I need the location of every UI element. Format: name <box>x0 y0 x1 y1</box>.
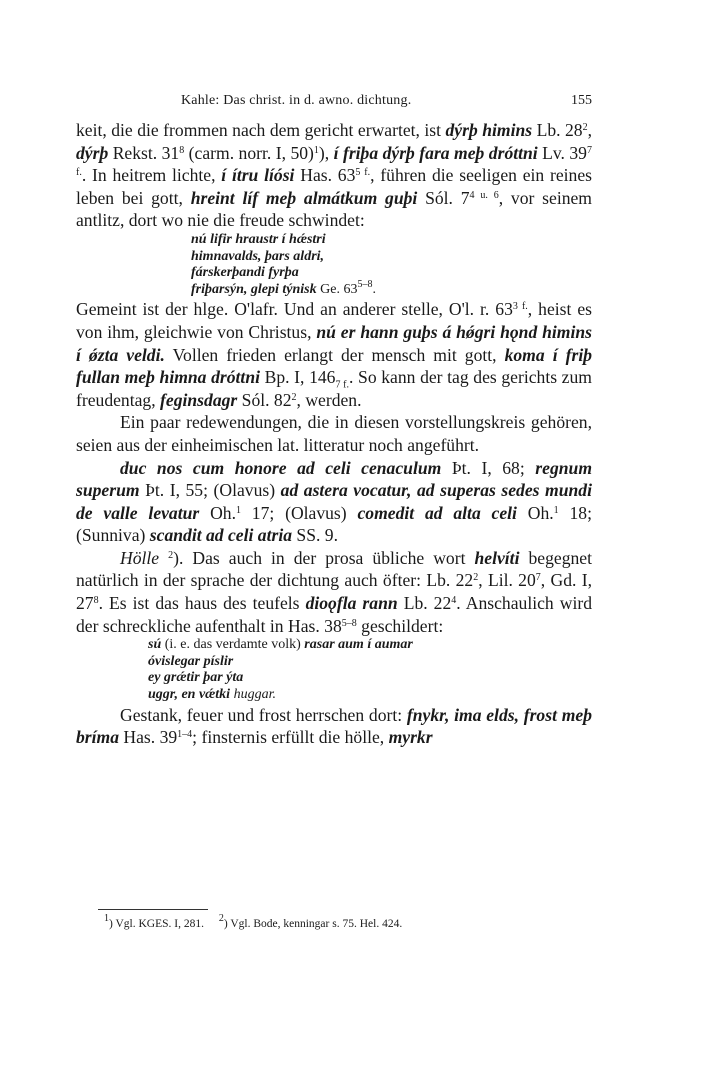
text-span: Þt. I, 55; (Olavus) <box>139 480 281 501</box>
footnote-ref: 1 <box>313 144 319 156</box>
text-span: Lb. 22 <box>397 593 452 614</box>
text-span: . So kann der tag des gerichts zum freudentag, <box>76 367 592 410</box>
text-span: geschildert: <box>356 615 444 636</box>
superscript: 1 <box>235 504 241 516</box>
text-span: Lb. 28 <box>532 120 583 140</box>
text-span: Lv. 39 <box>537 142 587 163</box>
text-span: Sól. 7 <box>417 187 470 208</box>
verse-line: himnavalds, þars aldri, <box>191 248 325 264</box>
text-span: Bp. I, 146 <box>260 367 336 388</box>
quote-span: comedit ad alta celi <box>357 502 517 523</box>
text-span: 18; (Sunniva) <box>76 502 592 546</box>
text-span: , führen die seeligen ein reines leben bei gott, <box>76 165 592 208</box>
quote-span: dýrþ <box>76 142 109 163</box>
footnotes <box>104 913 414 930</box>
superscript: 1–4 <box>177 729 193 741</box>
footnote-text: ) Vgl. Bode, kenningar s. 75. Hel. 424. <box>223 918 403 930</box>
paragraph-2 <box>76 298 592 411</box>
superscript: 5 f. <box>355 167 371 179</box>
superscript: 2 <box>473 572 479 584</box>
verse-line: fárskerþandi fyrþa <box>191 265 299 281</box>
footnote-text: ) Vgl. KGES. I, 281. <box>109 918 204 930</box>
superscript: 2 <box>291 391 297 403</box>
text-span: ), <box>318 142 334 163</box>
superscript: 2 <box>582 122 588 133</box>
footnote-1 <box>104 913 210 930</box>
text-span: Gemeint ist der hlge. O'lafr. Und an anderer stelle, O'l. r. 63 <box>76 299 513 320</box>
text-span: ; finsternis erfüllt die hölle, <box>192 727 389 748</box>
paragraph-5 <box>76 547 592 637</box>
verse-line: rasar aum í aumar <box>304 637 413 653</box>
running-title: Kahle: Das christ. in d. awno. dichtung. <box>181 93 412 108</box>
text-span: SS. 9. <box>292 525 338 546</box>
superscript: 5–8 <box>341 617 357 629</box>
page-number: 155 <box>571 93 592 108</box>
superscript: 4 u. 6 <box>469 189 499 201</box>
text-span: , vor seinem antlitz, dort wo nie die freude schwindet: <box>76 187 592 231</box>
quote-span: koma í friþ fullan meþ himna dróttni <box>76 344 593 388</box>
verse-line: sú <box>148 637 162 653</box>
main-text <box>76 119 592 749</box>
verse-line: huggar. <box>230 687 276 703</box>
quote-span: í friþa dýrþ fara meþ dróttni <box>333 142 538 163</box>
verse-quote-1 <box>191 232 592 298</box>
quote-span: helvíti <box>474 547 520 568</box>
text-span: , Lil. 20 <box>478 570 536 591</box>
quote-span: nú er hann guþs á hǿgri hǫnd himins í ǿzta veldi. <box>76 321 593 365</box>
superscript: 8 <box>179 144 185 156</box>
text-span: Has. 63 <box>294 165 356 186</box>
verse-line: uggr, en vǽtki <box>148 687 231 703</box>
text-span: (carm. norr. I, 50) <box>184 142 314 163</box>
text-span: 17; (Olavus) <box>240 502 358 523</box>
text-span: (i. e. das verdamte volk) <box>161 637 305 653</box>
text-span: keit, die die frommen nach dem gericht erwartet, ist <box>76 120 446 140</box>
verse-line: nú lifir hraustr í hǽstri <box>191 231 326 247</box>
footnote-mark: 1 <box>104 913 109 924</box>
footnote-2 <box>218 913 408 930</box>
quote-span: dioǫfla rann <box>305 593 398 614</box>
paragraph-6 <box>76 704 592 749</box>
text-span: Gestank, feuer und frost herrschen dort: <box>120 704 407 725</box>
verse-line: óvislegar píslir <box>148 653 234 669</box>
text-span: , werden. <box>296 389 362 410</box>
text-span: . <box>372 281 376 297</box>
quote-span: regnum superum <box>76 457 593 501</box>
quote-span: scandit ad celi atria <box>149 525 293 546</box>
text-span: , heist es von ihm, gleichwie von Christus, <box>76 299 592 342</box>
superscript: 7 f. <box>76 144 592 179</box>
quote-span: hreint líf meþ almátkum guþi <box>190 187 418 208</box>
superscript: 5–8 <box>357 278 373 290</box>
text-span: . Anschaulich wird der schreckliche aufenthalt in Has. 38 <box>76 593 592 636</box>
paragraph-3: Ein paar redewendungen, die in diesen vorstellungskreis gehören, seien aus der einheimischen lat. litteratur noch angeführt. <box>76 412 592 455</box>
text-span: Vollen frieden erlangt der mensch mit gott, <box>164 344 505 365</box>
quote-span: myrkr <box>388 727 433 748</box>
quote-span: fnykr, ima elds, frost meþ bríma <box>76 704 592 748</box>
text-span: Sól. 82 <box>237 389 292 410</box>
paragraph-1 <box>76 119 592 232</box>
text-span: Rekst. 31 <box>108 142 180 163</box>
subscript: 7 f. <box>335 379 350 391</box>
superscript: 7 <box>535 572 541 584</box>
quote-span: feginsdagr <box>160 389 238 410</box>
text-span: Oh. <box>516 502 554 523</box>
quote-span: dýrþ himins <box>445 120 533 140</box>
text-span: . In heitrem lichte, <box>81 165 222 186</box>
footnote-ref: 2 <box>168 549 174 561</box>
footnote-rule <box>98 909 208 910</box>
text-span: Oh. <box>199 502 236 523</box>
superscript: 4 <box>451 595 457 607</box>
quote-span: í ítru líósi <box>221 165 295 186</box>
text-span: begegnet natürlich in der sprache der dichtung auch öfter: Lb. 22 <box>76 547 593 591</box>
text-span: Þt. I, 68; <box>441 457 536 478</box>
verse-line: ey grǽtir þar ýta <box>148 670 244 686</box>
text-span: Has. 39 <box>119 727 178 748</box>
running-header <box>76 93 592 113</box>
text-span: , <box>587 120 592 140</box>
text-span: ). Das auch in der prosa übliche wort <box>173 547 475 568</box>
superscript: 3 f. <box>512 301 528 313</box>
verse-reference: Ge. 63 <box>320 281 358 297</box>
text-span: . Es ist das haus des teufels <box>98 593 306 614</box>
section-keyword: Hölle <box>120 547 160 568</box>
footnote-mark: 2 <box>218 913 224 924</box>
verse-quote-2 <box>148 637 592 703</box>
superscript: 8 <box>93 595 99 607</box>
superscript: 1 <box>553 504 559 516</box>
text-span: , Gd. I, 27 <box>76 570 592 614</box>
quote-span: ad astera vocatur, ad superas sedes mundi de valle levatur <box>76 480 592 523</box>
quote-span: duc nos cum honore ad celi cenaculum <box>120 457 442 478</box>
paragraph-4 <box>76 457 592 547</box>
verse-line: friþarsýn, glepi týnisk <box>191 281 317 297</box>
